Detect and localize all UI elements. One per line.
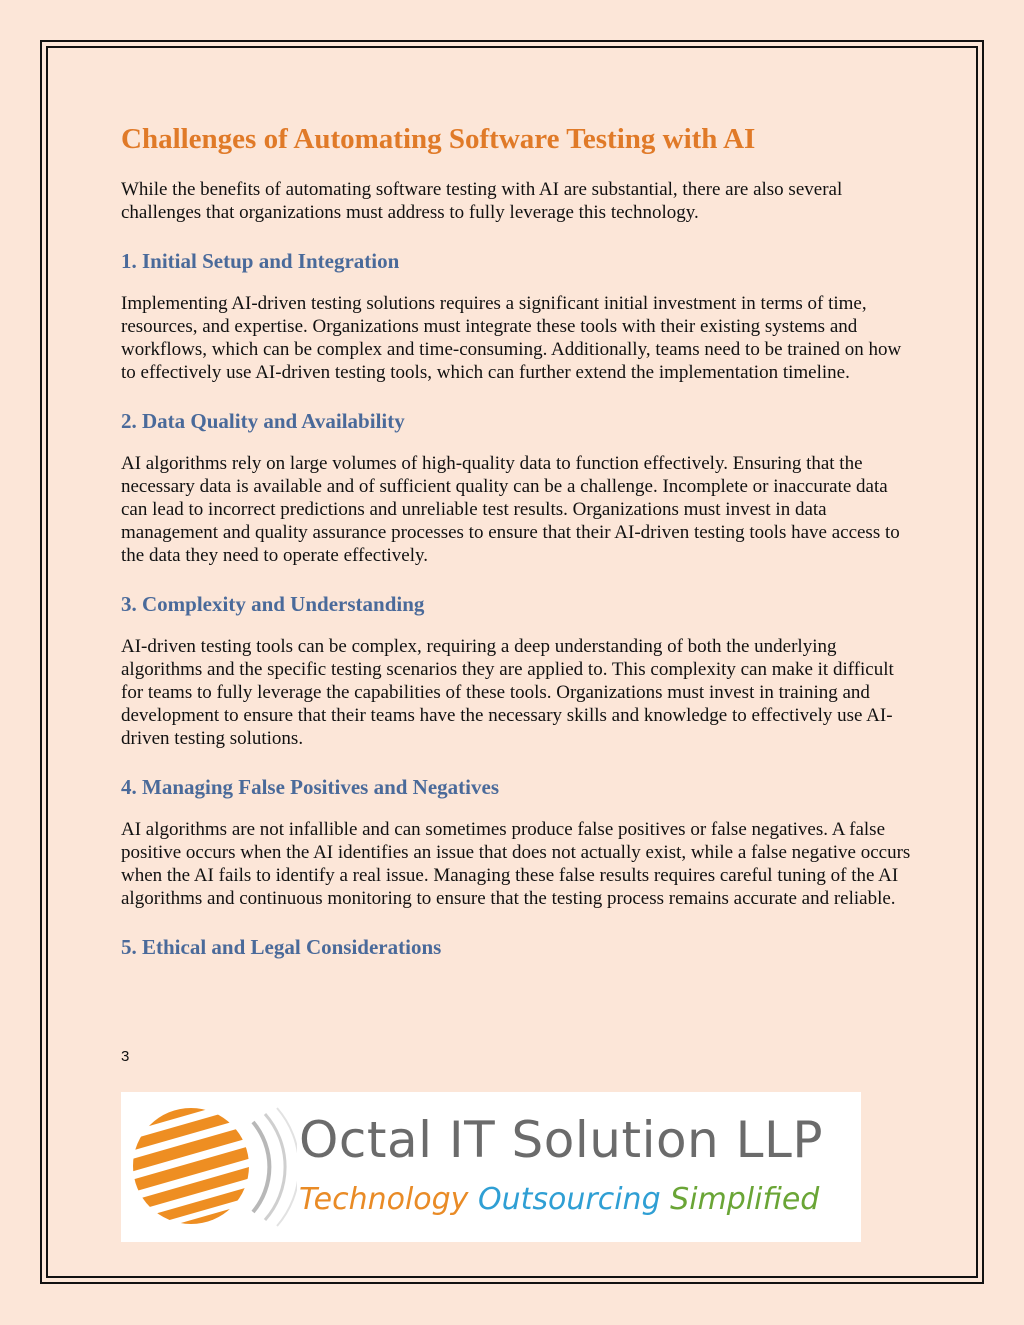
page-number: 3	[121, 1048, 130, 1065]
document-title: Challenges of Automating Software Testing with AI	[121, 123, 756, 155]
logo-tagline-outsourcing: Outsourcing	[478, 1182, 661, 1217]
section-heading-complexity: 3. Complexity and Understanding	[121, 592, 425, 616]
company-logo	[121, 1092, 861, 1242]
section-body-initial-setup: Implementing AI-driven testing solutions requires a significant initial investment in terms of time, resources, and expertise. Organizations must integrate these tools with their existing systems and workflows, which can be complex and time-consuming. Additionally, teams need to be trained on how to effectively use AI-driven testing tools, which can further extend the implementation timeline.	[121, 293, 902, 383]
logo-tagline	[299, 1180, 819, 1220]
striped-globe-icon	[127, 1100, 297, 1234]
intro-paragraph: While the benefits of automating software testing with AI are substantial, there are also several challenges that organizations must address to fully leverage this technology.	[121, 179, 843, 223]
section-body-data-quality: AI algorithms rely on large volumes of high-quality data to function effectively. Ensuring that the necessary data is available and of sufficient quality can be a challenge. Incomplete or inaccurate data can lead to incorrect predictions and unreliable test results. Organizations must invest in data management and quality assurance processes to ensure that their AI-driven testing tools have access to the data they need to operate effectively.	[121, 453, 900, 566]
document-body	[121, 112, 911, 960]
logo-tagline-simplified: Simplified	[670, 1182, 820, 1217]
logo-company-name: Octal IT Solution LLP	[299, 1111, 824, 1169]
section-heading-data-quality: 2. Data Quality and Availability	[121, 409, 405, 433]
section-body-false-positives: AI algorithms are not infallible and can sometimes produce false positives or false negatives. A false positive occurs when the AI identifies an issue that does not actually exist, while a false negative occurs when the AI fails to identify a real issue. Managing these false results requires careful tuning of the AI algorithms and continuous monitoring to ensure that the testing process remains accurate and reliable.	[121, 819, 911, 909]
section-heading-false-positives: 4. Managing False Positives and Negatives	[121, 775, 499, 799]
section-heading-ethical-legal: 5. Ethical and Legal Considerations	[121, 935, 442, 959]
logo-tagline-technology: Technology	[299, 1182, 469, 1217]
section-heading-initial-setup: 1. Initial Setup and Integration	[121, 249, 400, 273]
section-body-complexity: AI-driven testing tools can be complex, requiring a deep understanding of both the underlying algorithms and the specific testing scenarios they are applied to. This complexity can make it difficult for teams to fully leverage the capabilities of these tools. Organizations must invest in training and development to ensure that their teams have the necessary skills and knowledge to effectively use AI-driven testing solutions.	[121, 636, 894, 749]
